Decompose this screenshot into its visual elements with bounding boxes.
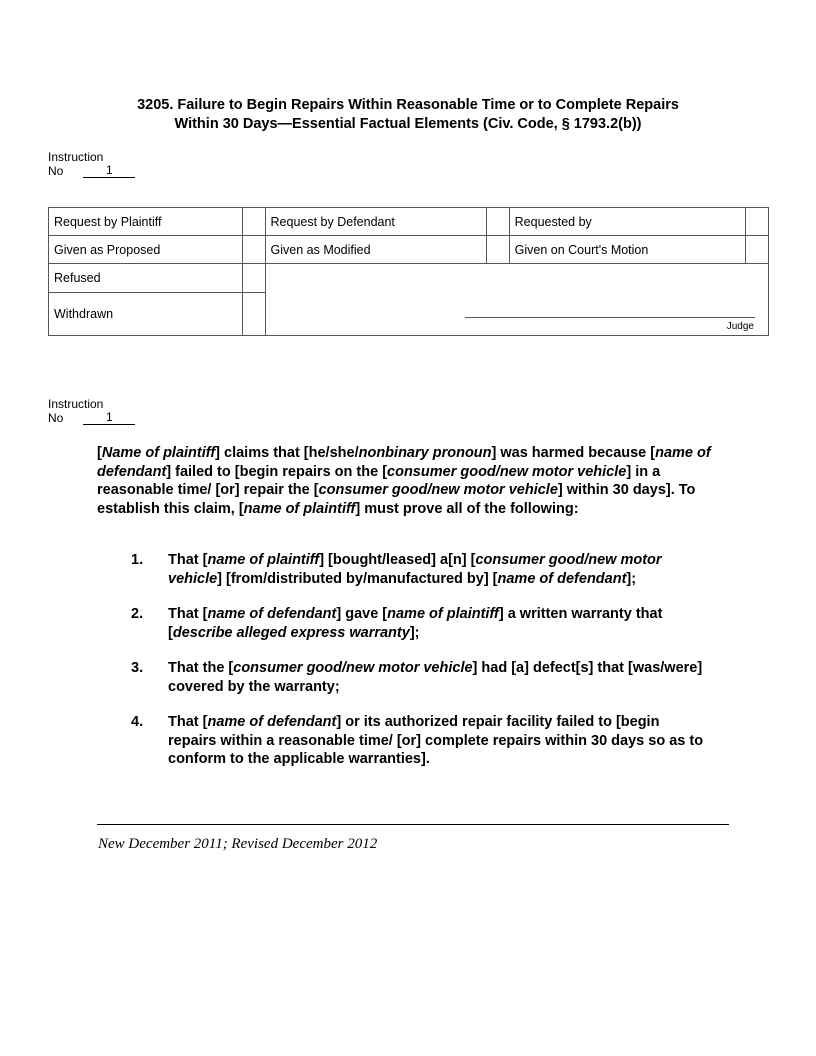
withdrawn-checkbox[interactable] (242, 293, 265, 336)
instruction-disposition-table (48, 207, 769, 336)
instruction-number: 1 (83, 411, 135, 425)
element-text: That [name of plaintiff] [bought/leased] a[n] [consumer good/new motor vehicle] [from/distributed by/manufactured by] [name of defendant]; (168, 552, 662, 587)
given-on-courts-motion-checkbox[interactable] (746, 236, 769, 264)
request-by-defendant-checkbox[interactable] (486, 208, 509, 236)
instruction-title (0, 96, 816, 134)
intro-paragraph: [Name of plaintiff] claims that [he/she/nonbinary pronoun] was harmed because [name of defendant] failed to [begin repairs on the [consumer good/new motor vehicle] in a reasonable time/ [or] repair the [consumer good/new motor vehicle] within 30 days]. To establish this claim, [name of plaintiff] must prove all of the following: (97, 445, 711, 517)
no-label: No (48, 411, 64, 425)
requested-by-label: Requested by (509, 208, 745, 236)
list-item (131, 605, 711, 642)
element-number: 1. (131, 552, 144, 568)
request-by-plaintiff-label: Request by Plaintiff (49, 208, 243, 236)
no-label: No (48, 164, 64, 178)
element-text: That the [consumer good/new motor vehicle] had [a] defect[s] that [was/were] covered by the warranty; (168, 660, 703, 695)
request-by-defendant-label: Request by Defendant (265, 208, 486, 236)
footer-divider (97, 824, 729, 825)
withdrawn-label: Withdrawn (49, 293, 243, 336)
list-item (131, 551, 711, 588)
requested-by-checkbox[interactable] (746, 208, 769, 236)
refused-checkbox[interactable] (242, 264, 265, 293)
element-text: That [name of defendant] or its authorized repair facility failed to [begin repairs within a reasonable time/ [or] complete repairs within 30 days so as to conform to the applicable warranties]. (168, 714, 704, 767)
elements-list (131, 551, 711, 786)
list-item (131, 659, 711, 696)
element-text: That [name of defendant] gave [name of plaintiff] a written warranty that [describe alleged express warranty]; (168, 606, 663, 641)
element-number: 4. (131, 714, 144, 730)
given-as-modified-label: Given as Modified (265, 236, 486, 264)
given-as-proposed-checkbox[interactable] (242, 236, 265, 264)
given-as-modified-checkbox[interactable] (486, 236, 509, 264)
given-on-courts-motion-label: Given on Court's Motion (509, 236, 745, 264)
judge-signature-area (265, 264, 768, 336)
element-number: 3. (131, 660, 144, 676)
instruction-number-block-top (48, 150, 135, 178)
instruction-number: 1 (83, 164, 135, 178)
element-number: 2. (131, 606, 144, 622)
title-line-2: Within 30 Days—Essential Factual Elements (Civ. Code, § 1793.2(b)) (174, 116, 642, 132)
instruction-label: Instruction (48, 397, 104, 411)
instruction-number-block-bottom (48, 397, 135, 425)
judge-label: Judge (726, 321, 754, 332)
judge-signature-line[interactable] (465, 317, 755, 318)
request-by-plaintiff-checkbox[interactable] (242, 208, 265, 236)
revision-history: New December 2011; Revised December 2012 (98, 836, 378, 852)
given-as-proposed-label: Given as Proposed (49, 236, 243, 264)
refused-label: Refused (49, 264, 243, 293)
list-item (131, 713, 711, 769)
instruction-label: Instruction (48, 150, 104, 164)
title-line-1: 3205. Failure to Begin Repairs Within Reasonable Time or to Complete Repairs (137, 97, 679, 113)
